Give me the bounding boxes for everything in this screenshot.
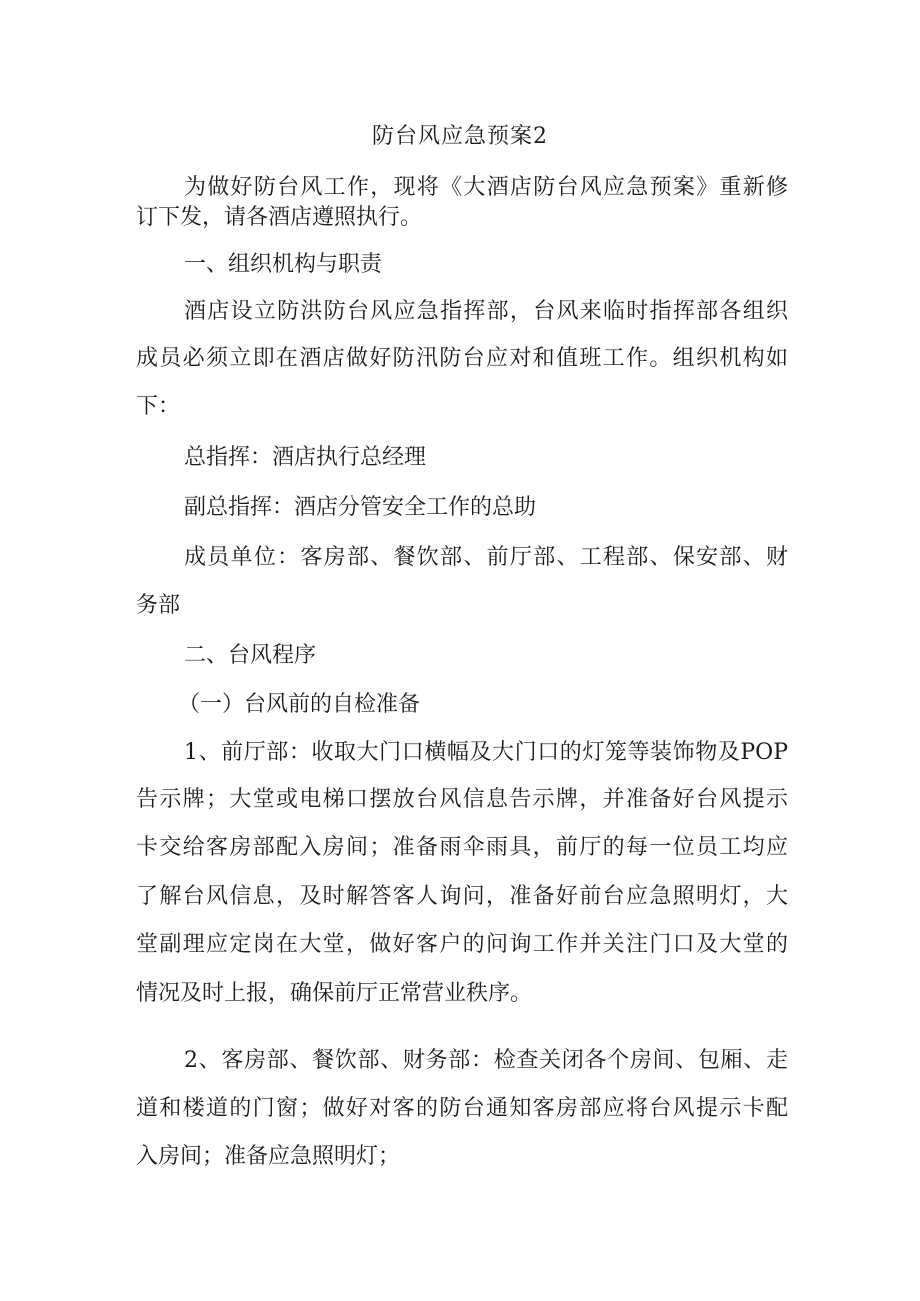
item-1-line-6: 情况及时上报，确保前厅正常营业秩序。: [136, 981, 533, 1006]
organization-line-3: 下：: [136, 394, 181, 419]
item-1-line-3: 卡交给客房部配入房间；准备雨伞雨具，前厅的每一位员工均应: [136, 835, 788, 860]
members-line-1: 成员单位：客房部、餐饮部、前厅部、工程部、保安部、财: [184, 545, 788, 570]
vice-commander-line: 副总指挥：酒店分管安全工作的总助: [184, 495, 537, 520]
members-line-2: 务部: [136, 593, 181, 618]
item-2-line-2: 道和楼道的门窗；做好对客的防台通知客房部应将台风提示卡配: [136, 1096, 788, 1121]
intro-line-2: 订下发，请各酒店遵照执行。: [136, 205, 423, 230]
item-1-line-5: 堂副理应定岗在大堂，做好客户的问询工作并关注门口及大堂的: [136, 932, 788, 957]
organization-line-1: 酒店设立防洪防台风应急指挥部，台风来临时指挥部各组织: [184, 299, 788, 324]
item-1-line-1: 1、前厅部：收取大门口横幅及大门口的灯笼等装饰物及POP: [184, 740, 788, 765]
item-1-line-2: 告示牌；大堂或电梯口摆放台风信息告示牌，并准备好台风提示: [136, 787, 788, 812]
document-title: 防台风应急预案2: [372, 124, 548, 149]
section-2-subheading: （一）台风前的自检准备: [178, 692, 421, 717]
item-2-line-1: 2、客房部、餐饮部、财务部：检查关闭各个房间、包厢、走: [184, 1048, 788, 1073]
section-1-heading: 一、组织机构与职责: [184, 252, 383, 277]
intro-line-1: 为做好防台风工作，现将《大酒店防台风应急预案》重新修: [184, 175, 788, 200]
item-2-line-3: 入房间；准备应急照明灯；: [136, 1144, 401, 1169]
organization-line-2: 成员必须立即在酒店做好防汛防台应对和值班工作。组织机构如: [136, 346, 788, 371]
section-2-heading: 二、台风程序: [184, 643, 317, 668]
item-1-line-4: 了解台风信息，及时解答客人询问，准备好前台应急照明灯，大: [136, 884, 788, 909]
commander-line: 总指挥：酒店执行总经理: [184, 445, 427, 470]
